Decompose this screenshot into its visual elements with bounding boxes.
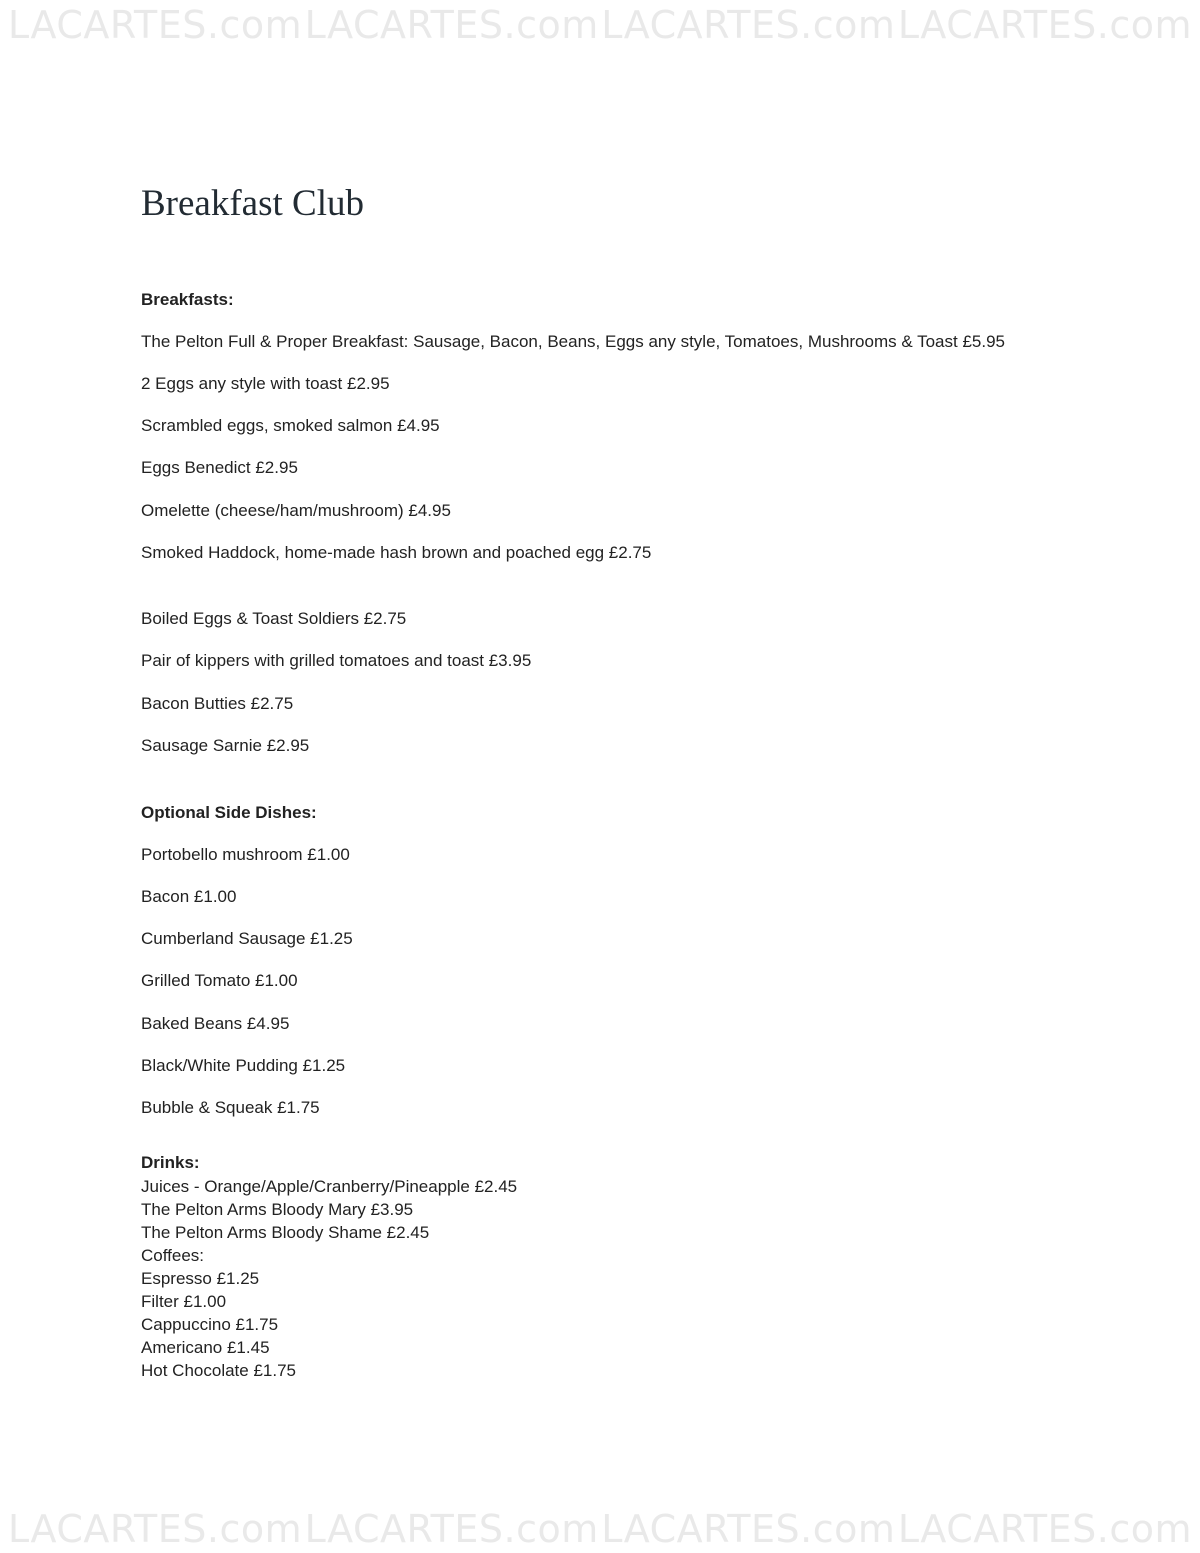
side-item: Portobello mushroom £1.00 bbox=[141, 845, 350, 864]
side-item: Bubble & Squeak £1.75 bbox=[141, 1098, 320, 1117]
menu-item: 2 Eggs any style with toast £2.95 bbox=[141, 374, 390, 393]
watermark-top bbox=[0, 3, 1200, 47]
drink-item: The Pelton Arms Bloody Shame £2.45 bbox=[141, 1223, 430, 1242]
watermark-text: LACARTES.com bbox=[601, 1507, 896, 1551]
drink-item: Hot Chocolate £1.75 bbox=[141, 1361, 296, 1380]
drink-item: Americano £1.45 bbox=[141, 1338, 270, 1357]
drink-item: Filter £1.00 bbox=[141, 1292, 227, 1311]
side-item: Bacon £1.00 bbox=[141, 887, 237, 906]
watermark-bottom bbox=[0, 1507, 1200, 1551]
side-item: Cumberland Sausage £1.25 bbox=[141, 929, 353, 948]
menu-item: Boiled Eggs & Toast Soldiers £2.75 bbox=[141, 609, 407, 628]
menu-item: Eggs Benedict £2.95 bbox=[141, 458, 298, 477]
drink-subheading: Coffees: bbox=[141, 1246, 205, 1265]
watermark-text: LACARTES.com bbox=[897, 3, 1192, 47]
menu-item: The Pelton Full & Proper Breakfast: Sausage, Bacon, Beans, Eggs any style, Tomatoes, Mushrooms & Toast £5.95 bbox=[141, 332, 1006, 351]
watermark-text: LACARTES.com bbox=[304, 3, 599, 47]
section-heading-sides: Optional Side Dishes: bbox=[141, 803, 317, 822]
drink-item: Cappuccino £1.75 bbox=[141, 1315, 279, 1334]
menu-item: Scrambled eggs, smoked salmon £4.95 bbox=[141, 416, 440, 435]
watermark-text: LACARTES.com bbox=[8, 3, 303, 47]
side-item: Baked Beans £4.95 bbox=[141, 1014, 290, 1033]
menu-item: Omelette (cheese/ham/mushroom) £4.95 bbox=[141, 501, 451, 520]
menu-item: Pair of kippers with grilled tomatoes and toast £3.95 bbox=[141, 651, 532, 670]
side-item: Grilled Tomato £1.00 bbox=[141, 971, 298, 990]
side-item: Black/White Pudding £1.25 bbox=[141, 1056, 346, 1075]
menu-item: Smoked Haddock, home-made hash brown and poached egg £2.75 bbox=[141, 543, 652, 562]
section-heading-breakfasts: Breakfasts: bbox=[141, 290, 234, 309]
page-title: Breakfast Club bbox=[141, 183, 364, 224]
watermark-text: LACARTES.com bbox=[601, 3, 896, 47]
drink-item: The Pelton Arms Bloody Mary £3.95 bbox=[141, 1200, 414, 1219]
section-heading-drinks: Drinks: bbox=[141, 1153, 200, 1172]
menu-item: Sausage Sarnie £2.95 bbox=[141, 736, 310, 755]
drink-item: Espresso £1.25 bbox=[141, 1269, 260, 1288]
watermark-text: LACARTES.com bbox=[304, 1507, 599, 1551]
watermark-text: LACARTES.com bbox=[8, 1507, 303, 1551]
drink-item: Juices - Orange/Apple/Cranberry/Pineapple £2.45 bbox=[141, 1177, 518, 1196]
watermark-text: LACARTES.com bbox=[897, 1507, 1192, 1551]
menu-item: Bacon Butties £2.75 bbox=[141, 694, 294, 713]
